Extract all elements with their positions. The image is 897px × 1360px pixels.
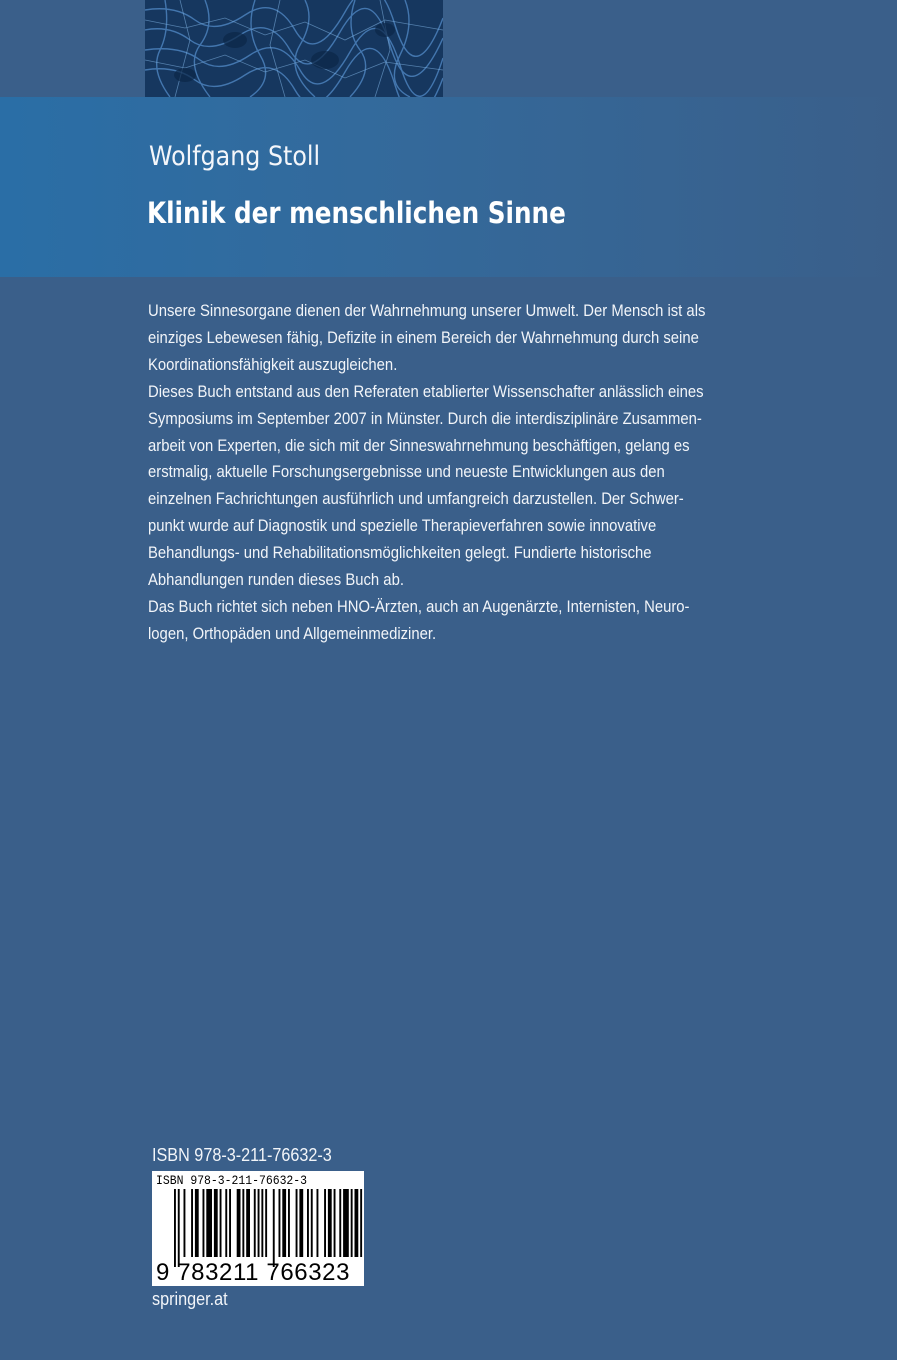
barcode-bar — [261, 1189, 263, 1257]
blurb-line: erstmalig, aktuelle Forschungsergebnisse und neueste Entwicklungen aus den — [148, 463, 665, 482]
barcode-bar — [206, 1189, 212, 1257]
barcode-bar — [195, 1189, 199, 1257]
blurb-line: Koordinationsfähigkeit auszugleichen. — [148, 355, 398, 374]
barcode-bars — [152, 1189, 364, 1267]
blurb-line: einziges Lebewesen fähig, Defizite in einem Bereich der Wahrnehmung durch seine — [148, 328, 699, 347]
cover-artwork-image — [145, 0, 443, 97]
barcode-bar — [288, 1189, 290, 1257]
barcode-bar — [220, 1189, 222, 1257]
barcode-bar — [296, 1189, 298, 1257]
barcode-bar — [191, 1189, 193, 1257]
barcode-bar — [225, 1189, 227, 1257]
blurb-line: Unsere Sinnesorgane dienen der Wahrnehmung unserer Umwelt. Der Mensch ist als — [148, 302, 706, 320]
barcode-bar — [324, 1189, 326, 1257]
barcode-digits: 9 783211 766323 — [156, 1259, 351, 1286]
blurb-line: punkt wurde auf Diagnostik und spezielle Therapieverfahren sowie innovative — [148, 517, 657, 536]
barcode-bar — [273, 1189, 275, 1267]
blurb-line: Das Buch richtet sich neben HNO-Ärzten, auch an Augenärzte, Internisten, Neuro- — [148, 597, 690, 616]
barcode-bar — [311, 1189, 313, 1257]
barcode-bar — [317, 1189, 319, 1257]
book-title: Klinik der menschlichen Sinne — [147, 196, 566, 230]
barcode-bar — [328, 1189, 332, 1257]
barcode-bar — [258, 1189, 260, 1257]
blurb-line: Abhandlungen runden dieses Buch ab. — [148, 571, 404, 590]
barcode-bar — [265, 1189, 267, 1257]
barcode-bar — [254, 1189, 256, 1257]
blurb-line: Dieses Buch entstand aus den Referaten etablierter Wissenschafter anlässlich eines — [148, 382, 704, 401]
barcode-bar — [279, 1189, 281, 1257]
barcode-bar — [360, 1189, 362, 1257]
barcode-bar — [184, 1189, 186, 1257]
barcode-isbn-text: ISBN 978-3-211-76632-3 — [156, 1173, 308, 1188]
barcode-bar — [229, 1189, 231, 1257]
barcode-bar — [351, 1189, 353, 1257]
author-name: Wolfgang Stoll — [149, 141, 321, 172]
blurb-line: Symposiums im September 2007 in Münster. Durch die interdisziplinäre Zusammen- — [148, 409, 702, 428]
barcode-bar — [237, 1189, 241, 1257]
publisher-url: springer.at — [152, 1289, 228, 1309]
barcode-bar — [174, 1189, 176, 1267]
barcode-bar — [214, 1189, 218, 1257]
blurb-line: einzelnen Fachrichtungen ausführlich und umfangreich darzustellen. Der Schwer- — [148, 490, 684, 509]
barcode-bar — [339, 1189, 341, 1257]
barcode-bar — [242, 1189, 244, 1257]
barcode-bar — [355, 1189, 359, 1257]
blurb-line: Behandlungs- und Rehabilitationsmöglichkeiten gelegt. Fundierte historische — [148, 544, 652, 563]
barcode-bar — [178, 1189, 180, 1267]
barcode-bar — [246, 1189, 250, 1257]
isbn-label: ISBN 978-3-211-76632-3 — [152, 1145, 332, 1165]
barcode-bar — [307, 1189, 309, 1257]
blurb-line: arbeit von Experten, die sich mit der Sinneswahrnehmung beschäftigen, gelang es — [148, 436, 690, 455]
blurb-line: logen, Orthopäden und Allgemeinmediziner. — [148, 624, 437, 643]
barcode-bar — [203, 1189, 205, 1257]
barcode-bar — [282, 1189, 286, 1257]
barcode-bar — [334, 1189, 336, 1257]
isbn-barcode — [152, 1171, 364, 1286]
blurb-text — [148, 298, 724, 648]
title-band — [0, 97, 897, 277]
barcode-bar — [299, 1189, 303, 1257]
barcode-bar — [343, 1189, 349, 1257]
